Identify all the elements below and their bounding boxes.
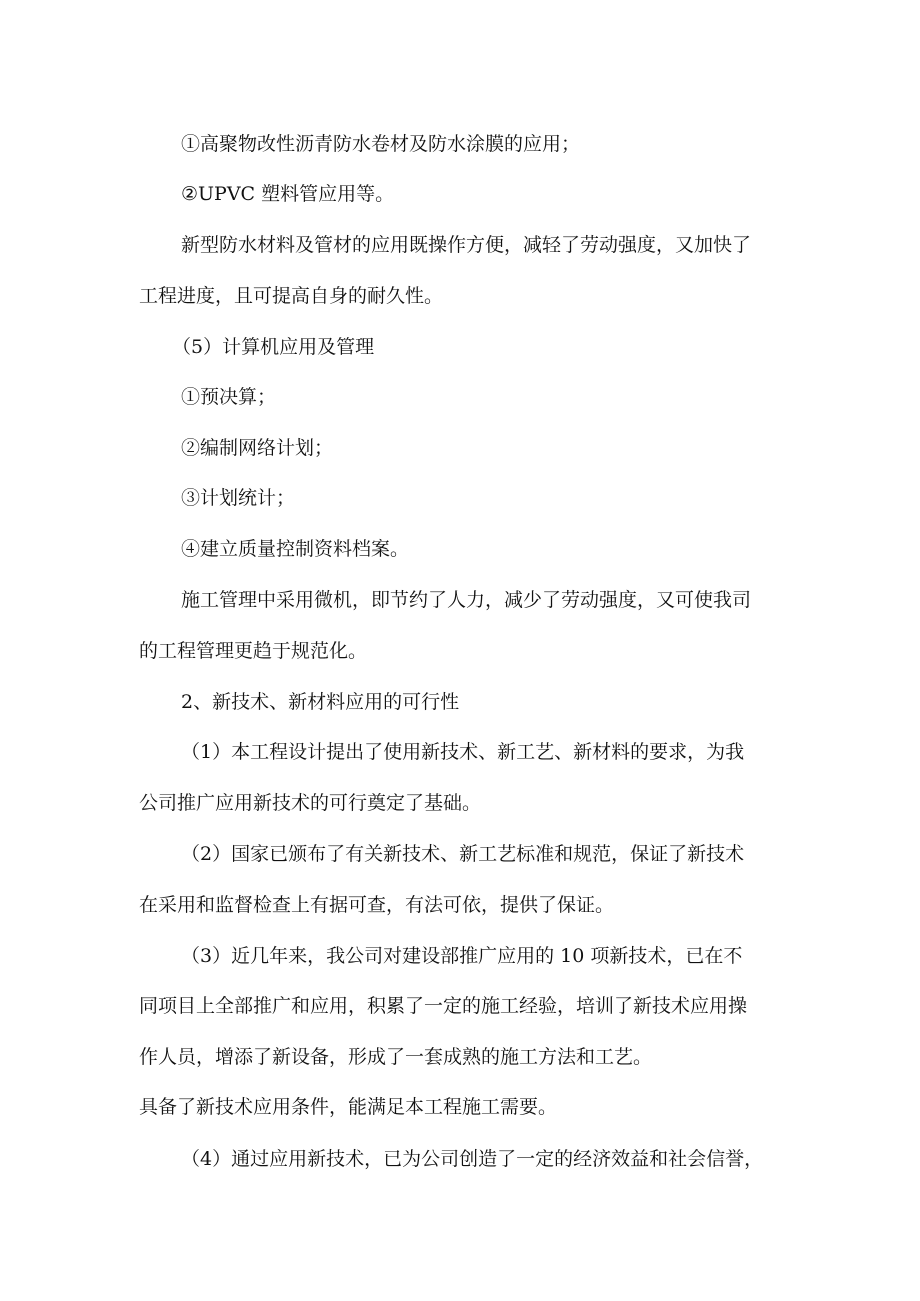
text-line: 新型防水材料及管材的应用既操作方便，减轻了劳动强度，又加快了 <box>181 234 752 256</box>
text-line: 在采用和监督检查上有据可查，有法可依，提供了保证。 <box>139 894 615 916</box>
text-line: 的工程管理更趋于规范化。 <box>139 640 368 662</box>
section-heading: 2、新技术、新材料应用的可行性 <box>181 691 460 713</box>
text-line: 同项目上全部推广和应用，积累了一定的施工经验，培训了新技术应用操 <box>139 995 748 1017</box>
text-line: （3）近几年来，我公司对建设部推广应用的 10 项新技术，已在不 <box>181 945 743 967</box>
text-line: ①高聚物改性沥青防水卷材及防水涂膜的应用； <box>181 133 581 155</box>
text-line: ①预决算； <box>181 386 277 408</box>
text-line: （1）本工程设计提出了使用新技术、新工艺、新材料的要求，为我 <box>181 741 745 763</box>
text-line: ③计划统计； <box>181 487 296 509</box>
text-line: 工程进度，且可提高自身的耐久性。 <box>139 285 444 307</box>
text-line: （2）国家已颁布了有关新技术、新工艺标准和规范，保证了新技术 <box>181 843 745 865</box>
section-heading: （5）计算机应用及管理 <box>172 336 375 358</box>
text-line: 施工管理中采用微机，即节约了人力，减少了劳动强度，又可使我司 <box>181 589 752 611</box>
text-line: 具备了新技术应用条件，能满足本工程施工需要。 <box>139 1096 558 1118</box>
text-line: 公司推广应用新技术的可行奠定了基础。 <box>139 792 482 814</box>
text-line: 作人员，增添了新设备，形成了一套成熟的施工方法和工艺。 <box>139 1046 653 1068</box>
text-line: ②UPVC 塑料管应用等。 <box>181 183 395 205</box>
text-line: ④建立质量控制资料档案。 <box>181 538 410 560</box>
text-line: ②编制网络计划； <box>181 437 334 459</box>
text-line: （4）通过应用新技术，已为公司创造了一定的经济效益和社会信誉， <box>181 1148 764 1170</box>
